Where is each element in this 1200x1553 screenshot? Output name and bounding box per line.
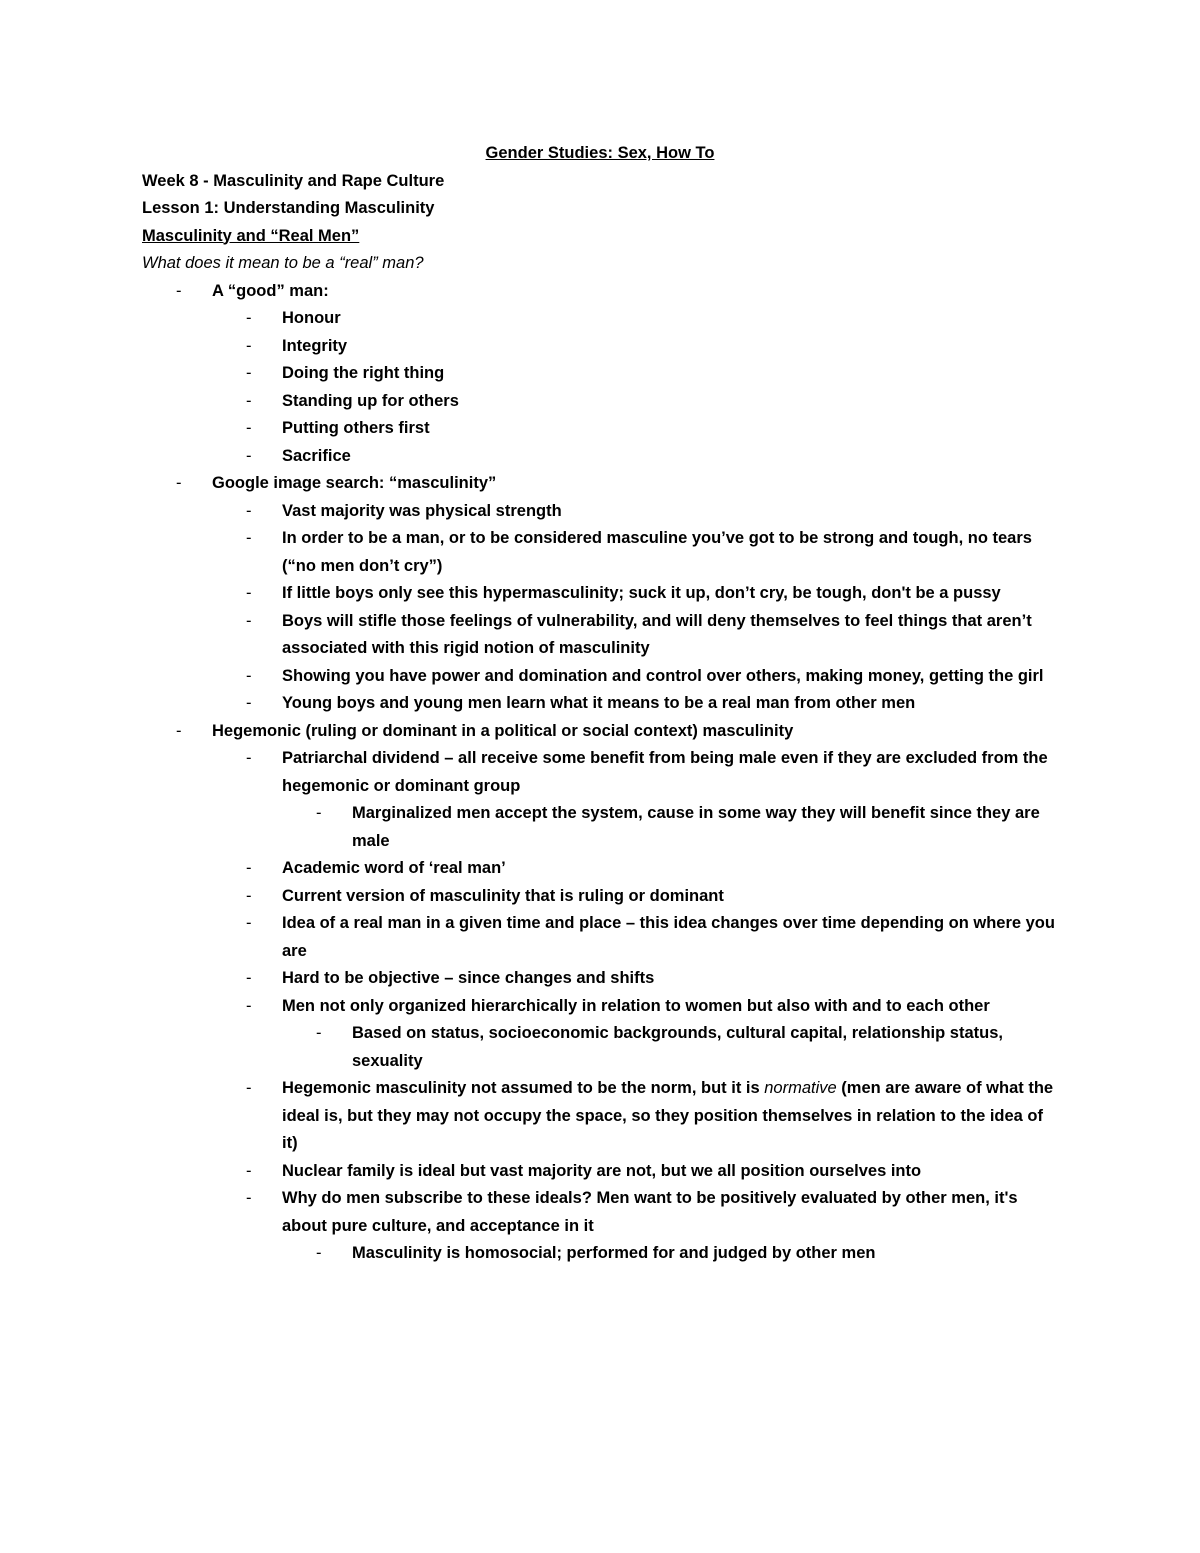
list-item: - In order to be a man, or to be considered masculine you’ve got to be strong and tough, no tears (“no men don’t cry”): [142, 525, 1062, 580]
bullet-dash: -: [246, 611, 252, 630]
bullet-dash: -: [246, 886, 252, 905]
list-item: - Hegemonic masculinity not assumed to be the norm, but it is normative (men are aware of what the ideal is, but they may not occupy the space, so they position themselves in relation to the idea of it): [142, 1075, 1062, 1158]
list-item: - Patriarchal dividend – all receive some benefit from being male even if they are excluded from the hegemonic or dominant group: [142, 745, 1062, 800]
lesson-heading: Lesson 1: Understanding Masculinity: [142, 199, 435, 217]
guiding-question: What does it mean to be a “real” man?: [142, 254, 424, 272]
bullet-dash: -: [246, 501, 252, 520]
week-heading: Week 8 - Masculinity and Rape Culture: [142, 171, 445, 190]
list-item: - Vast majority was physical strength: [142, 498, 1062, 526]
notes-list: [142, 278, 1062, 1268]
bullet-dash: -: [246, 364, 252, 382]
list-item: - Doing the right thing: [142, 360, 1062, 388]
list-item: - Putting others first: [142, 415, 1062, 443]
bullet-dash: -: [246, 446, 252, 465]
list-item: - Masculinity is homosocial; performed for and judged by other men: [142, 1240, 1062, 1268]
bullet-dash: -: [316, 1024, 322, 1042]
list-item: - Showing you have power and domination and control over others, making money, getting the girl: [142, 663, 1062, 691]
document-content: [142, 140, 1062, 1268]
bullet-dash: -: [246, 859, 252, 877]
bullet-dash: -: [246, 1161, 252, 1180]
list-item: - Current version of masculinity that is ruling or dominant: [142, 883, 1062, 911]
list-item: - Boys will stifle those feelings of vulnerability, and will deny themselves to feel things that aren’t associated with this rigid notion of masculinity: [142, 608, 1062, 663]
bullet-dash: -: [246, 309, 252, 327]
list-item: - Marginalized men accept the system, cause in some way they will benefit since they are male: [142, 800, 1062, 855]
section-heading: Masculinity and “Real Men”: [142, 226, 360, 245]
list-item: - Hard to be objective – since changes and shifts: [142, 965, 1062, 993]
list-item: - Standing up for others: [142, 388, 1062, 416]
bullet-dash: -: [246, 336, 252, 355]
list-item: - Nuclear family is ideal but vast majority are not, but we all position ourselves into: [142, 1158, 1062, 1186]
list-item: - Why do men subscribe to these ideals? Men want to be positively evaluated by other men, it's about pure culture, and acceptance in it: [142, 1185, 1062, 1240]
list-item: - Sacrifice: [142, 443, 1062, 471]
list-item: - Men not only organized hierarchically in relation to women but also with and to each other: [142, 993, 1062, 1021]
bullet-dash: -: [246, 584, 252, 602]
bullet-dash: -: [246, 1079, 252, 1097]
bullet-dash: -: [246, 996, 252, 1015]
list-item: - Young boys and young men learn what it means to be a real man from other men: [142, 690, 1062, 718]
list-item: - Honour: [142, 305, 1062, 333]
bullet-dash: -: [246, 529, 252, 547]
list-item: - Idea of a real man in a given time and place – this idea changes over time depending on where you are: [142, 910, 1062, 965]
bullet-dash: -: [246, 969, 252, 987]
bullet-dash: -: [176, 721, 182, 740]
bullet-dash: -: [246, 694, 252, 712]
page-title: Gender Studies: Sex, How To: [485, 144, 715, 162]
bullet-dash: -: [176, 474, 182, 492]
list-item: - Based on status, socioeconomic backgrounds, cultural capital, relationship status, sexuality: [142, 1020, 1062, 1075]
list-item: - A “good” man:: [142, 278, 1062, 306]
bullet-dash: -: [246, 1189, 252, 1207]
list-item: - Integrity: [142, 333, 1062, 361]
bullet-dash: -: [316, 1244, 322, 1262]
list-item: - Academic word of ‘real man’: [142, 855, 1062, 883]
bullet-dash: -: [246, 666, 252, 685]
bullet-dash: -: [246, 419, 252, 437]
bullet-dash: -: [246, 914, 252, 932]
bullet-dash: -: [246, 391, 252, 410]
list-item: - Google image search: “masculinity”: [142, 470, 1062, 498]
list-item: - Hegemonic (ruling or dominant in a political or social context) masculinity: [142, 718, 1062, 746]
list-item: - If little boys only see this hypermasculinity; suck it up, don’t cry, be tough, don't be a pussy: [142, 580, 1062, 608]
bullet-dash: -: [246, 749, 252, 767]
bullet-dash: -: [176, 281, 182, 300]
bullet-dash: -: [316, 804, 322, 822]
